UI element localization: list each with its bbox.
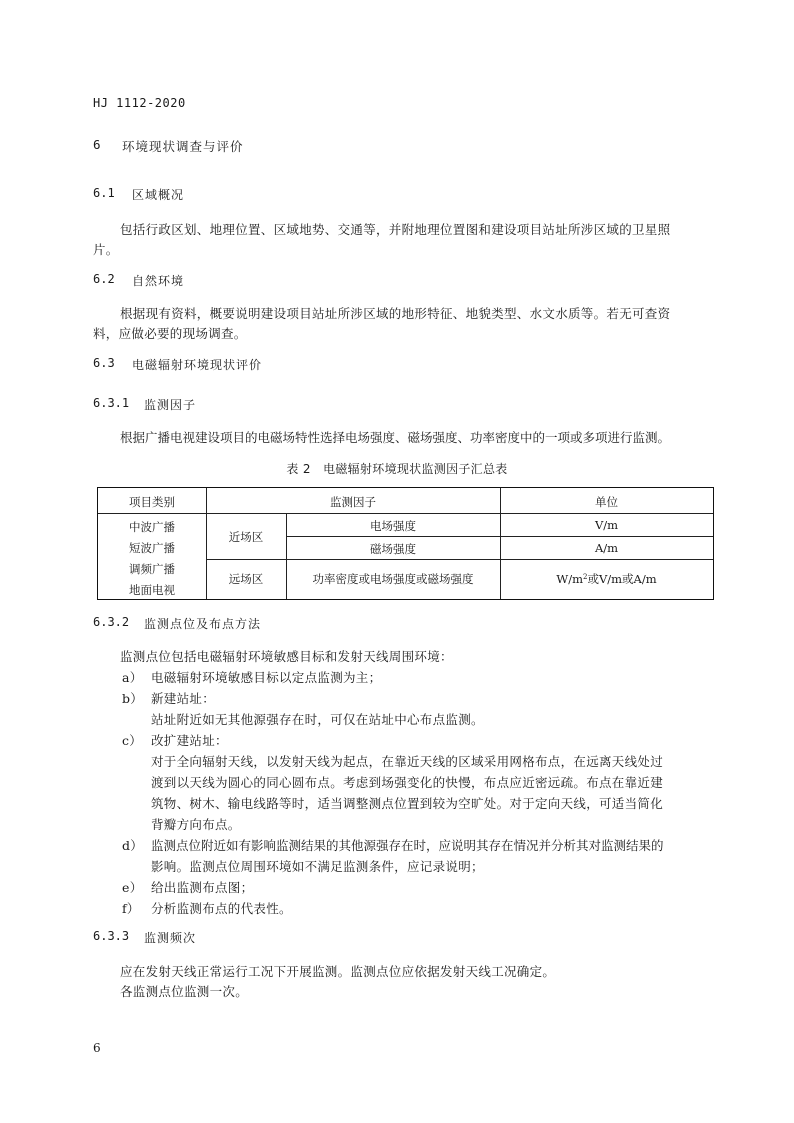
table-category-item: 调频广播 — [129, 562, 175, 576]
document-code: HJ 1112-2020 — [93, 96, 186, 110]
table-header-category: 项目类别 — [129, 495, 175, 509]
list-item-text: 站址附近如无其他源强存在时，可仅在站址中心布点监测。 — [151, 712, 484, 727]
list-item-text: 影响。监测点位周围环境如不满足监测条件，应记录说明； — [151, 859, 484, 874]
list-item-label: f） — [122, 901, 140, 916]
list-item-text: 背瓣方向布点。 — [151, 817, 241, 832]
list-item-text: 给出监测布点图； — [151, 880, 254, 895]
section-6-3-number: 6.3 — [93, 356, 115, 370]
section-6-1-paragraph-line2: 片。 — [93, 242, 119, 257]
table-near-field-label: 近场区 — [228, 530, 264, 544]
table-category-item: 中波广播 — [129, 520, 175, 534]
table-factor-cell: 电场强度 — [370, 519, 416, 533]
monitoring-factor-table — [97, 487, 714, 600]
table-2-caption: 表 2 电磁辐射环境现状监测因子汇总表 — [286, 462, 508, 476]
list-item-text: 新建站址： — [151, 691, 216, 706]
table-far-field-label: 远场区 — [228, 572, 264, 586]
list-item-label: e） — [122, 880, 143, 895]
section-6-3-3-paragraph-line1: 应在发射天线正常运行工况下开展监测。监测点位应依据发射天线工况确定。 — [120, 964, 556, 979]
section-6-3-title: 电磁辐射环境现状评价 — [132, 358, 263, 372]
table-unit-cell: V/m — [594, 518, 619, 532]
unit-text: 或V/m或A/m — [587, 572, 657, 586]
table-row-rule — [206, 559, 713, 560]
section-6-title: 环境现状调查与评价 — [122, 139, 244, 154]
list-item-text: 电磁辐射环境敏感目标以定点监测为主； — [151, 670, 382, 685]
table-factor-cell: 磁场强度 — [370, 542, 416, 556]
unit-superscript: 2 — [582, 573, 588, 581]
section-6-3-3-title: 监测频次 — [144, 931, 197, 945]
table-header-factor: 监测因子 — [330, 495, 376, 509]
section-6-3-3-number: 6.3.3 — [93, 929, 130, 943]
list-item-label: a） — [122, 670, 143, 685]
table-header-rule — [98, 513, 713, 514]
list-item-text: 渡到以天线为圆心的同心圆布点。考虑到场强变化的快慢，布点应近密远疏。布点在靠近建 — [151, 775, 664, 790]
table-category-item: 短波广播 — [129, 541, 175, 555]
section-6-2-paragraph-line2: 料，应做必要的现场调查。 — [93, 326, 247, 341]
section-6-2-paragraph-line1: 根据现有资料，概要说明建设项目站址所涉区域的地形特征、地貌类型、水文水质等。若无可查资 — [120, 306, 671, 321]
section-6-1-number: 6.1 — [93, 186, 115, 200]
table-unit-cell — [500, 571, 713, 587]
list-item-text: 对于全向辐射天线，以发射天线为起点，在靠近天线的区域采用网格布点，在远离天线处过 — [151, 754, 664, 769]
list-item-label: d） — [122, 838, 144, 853]
list-item-text: 改扩建站址： — [151, 733, 228, 748]
section-6-number: 6 — [93, 137, 101, 152]
section-6-2-title: 自然环境 — [132, 274, 185, 288]
list-item-label: c） — [122, 733, 143, 748]
table-unit-cell: A/m — [594, 541, 619, 555]
section-6-3-2-intro: 监测点位包括电磁辐射环境敏感目标和发射天线周围环境： — [120, 649, 453, 664]
section-6-3-3-paragraph-line2: 各监测点位监测一次。 — [120, 984, 249, 999]
table-header-unit: 单位 — [595, 495, 618, 509]
list-item-text: 筑物、树木、输电线路等时，适当调整测点位置到较为空旷处。对于定向天线，可适当简化 — [151, 796, 664, 811]
section-6-3-2-title: 监测点位及布点方法 — [144, 617, 262, 631]
list-item-label: b） — [122, 691, 144, 706]
list-item-text: 分析监测布点的代表性。 — [151, 901, 292, 916]
page-number: 6 — [93, 1041, 101, 1055]
section-6-3-1-number: 6.3.1 — [93, 396, 130, 410]
section-6-3-1-paragraph: 根据广播电视建设项目的电磁场特性选择电场强度、磁场强度、功率密度中的一项或多项进行监测。 — [120, 430, 671, 445]
section-6-2-number: 6.2 — [93, 272, 115, 286]
section-6-1-title: 区域概况 — [132, 188, 185, 202]
table-factor-cell: 功率密度或电场强度或磁场强度 — [312, 572, 474, 586]
table-category-item: 地面电视 — [129, 583, 175, 597]
section-6-3-2-number: 6.3.2 — [93, 615, 130, 629]
list-item-text: 监测点位附近如有影响监测结果的其他源强存在时，应说明其存在情况并分析其对监测结果的 — [151, 838, 664, 853]
section-6-3-1-title: 监测因子 — [144, 398, 197, 412]
section-6-1-paragraph-line1: 包括行政区划、地理位置、区域地势、交通等，并附地理位置图和建设项目站址所涉区域的卫星照 — [120, 222, 671, 237]
unit-text: W/m — [556, 572, 583, 586]
